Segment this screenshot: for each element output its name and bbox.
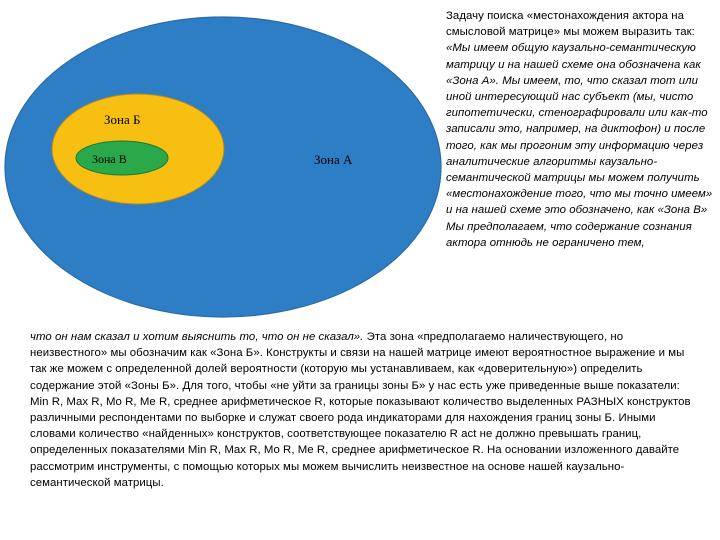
right-column-text xyxy=(446,8,716,251)
right-text-plain: Задачу поиска «местонахождения актора на смысловой матрице» мы можем выразить так: xyxy=(446,10,695,39)
zones-diagram xyxy=(0,0,450,330)
right-text-italic: «Мы имеем общую каузально-семантическую матрицу и на нашей схеме она обозначена как «Зона А». Мы имеем, то, что сказал тот или иной интересующий нас субъект (мы, чисто гипотетически, стенографировали или как-то записали это, например, на диктофон) и после того, как мы прогоним эту информацию через аналитические алгоритмы каузально-семантической матрицы мы можем получить «местонахождение того, что мы точно имеем» и на нашей схеме это обозначено, как «Зона В» Мы предполагаем, что содержание сознания актора отнюдь не ограничено тем, xyxy=(446,42,713,249)
bottom-text-italic: что он нам сказал и хотим выяснить то, что он не сказал». xyxy=(30,331,364,343)
bottom-paragraph xyxy=(30,329,698,491)
zone-c-label: Зона В xyxy=(92,152,127,166)
zone-b-label: Зона Б xyxy=(104,112,141,127)
bottom-text-plain: Эта зона «предполагаемо наличествующего, но неизвестного» мы обозначим как «Зона Б». Конструкты и связи на нашей матрице имеют вероятностное выражение и мы так же можем с определенной долей вероятности (которую мы устанавливаем, как «доверительную») определить содержание этой «Зоны Б». Для того, чтобы «не уйти за границы зоны Б» у нас есть уже приведенные выше показатели: Min R, Max R, Mo R, Me R, среднее арифметическое R, которые показывают количество выделенных РАЗНЫХ конструктов различными респондентами по выборке и служат своего рода индикаторами для нахождения границ зоны Б. Иными словами количество «найденных» конструктов, соответствующее показателю R act не должно превышать границ, определенных показателями Min R, Max R, Mo R, Me R, среднее арифметическое R. На основании изложенного давайте рассмотрим инструменты, с помощью которых мы можем вычислить неизвестное на основе нашей каузально-семантической матрицы. xyxy=(30,331,691,489)
zone-a-label: Зона А xyxy=(314,152,353,167)
